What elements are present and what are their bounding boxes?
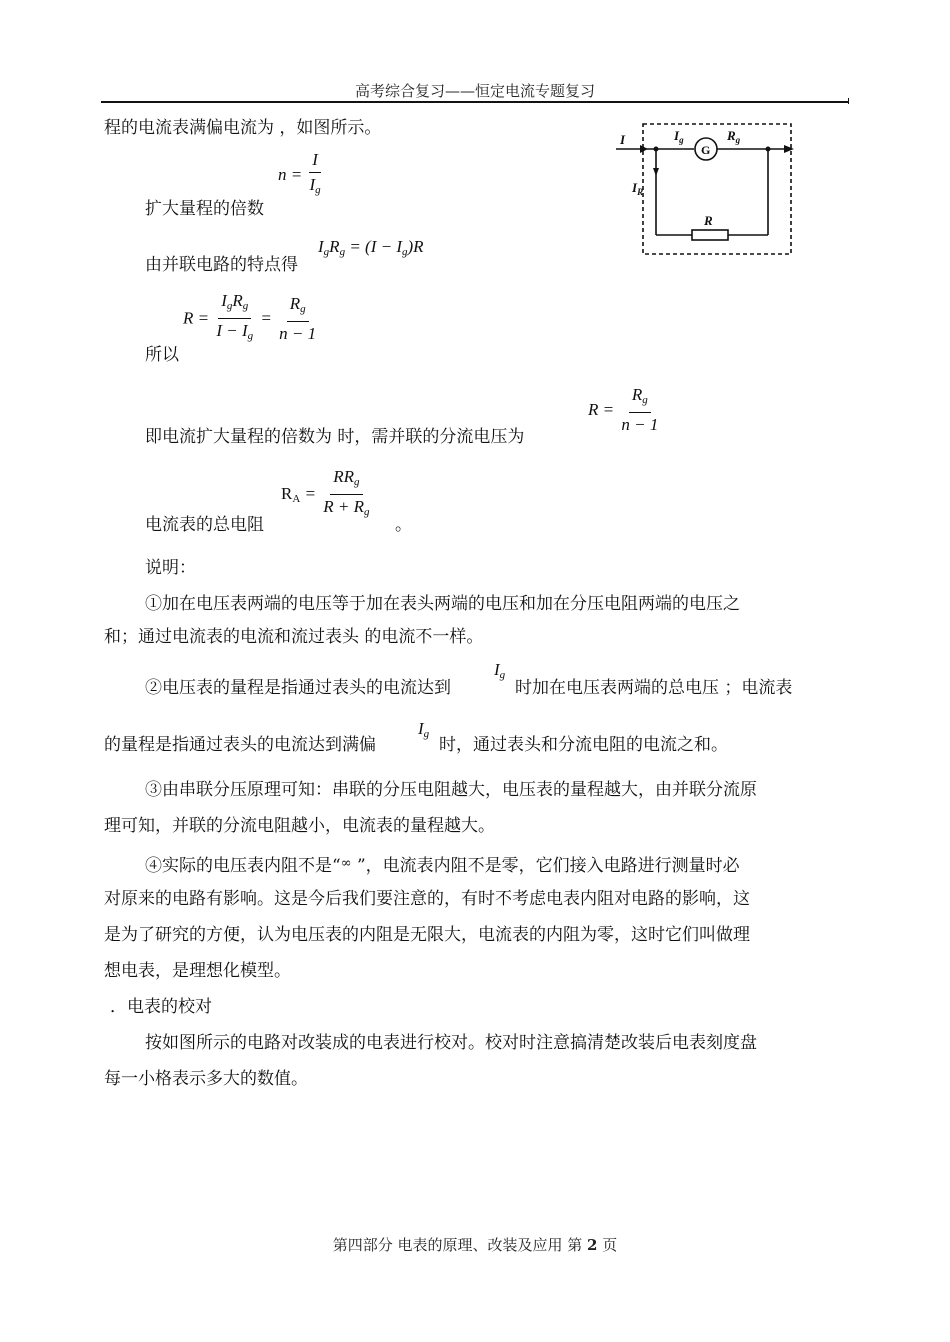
label-current-I: I — [620, 132, 626, 147]
calibration-line2: 每一小格表示多大的数值。 — [104, 1069, 308, 1089]
page-number: 2 — [587, 1236, 598, 1254]
shunt-circuit-diagram — [612, 118, 798, 260]
section-heading-calibration: ．电表的校对 — [110, 997, 212, 1017]
resistor-symbol — [692, 230, 728, 240]
arrow-output — [784, 145, 794, 153]
note4-line4: 想电表，是理想化模型。 — [104, 961, 291, 981]
page-header-title: 高考综合复习——恒定电流专题复习 — [354, 82, 595, 100]
note2-line1-a: ②电压表的量程是指通过表头的电流达到 — [145, 678, 451, 698]
infinity-symbol: ∞ — [340, 856, 352, 871]
note3-line1: ③由串联分压原理可知：串联的分压电阻越大，电压表的量程越大，由并联分流原 — [145, 780, 757, 800]
note-heading: 说明： — [145, 558, 196, 578]
svg-text:Rg: $R_g$ — [727, 128, 741, 145]
junction-right — [766, 147, 771, 152]
note4-line3: 是为了研究的方便，认为电压表的内阻是无限大，电流表的内阻为零，这时它们叫做理 — [104, 925, 750, 945]
junction-left — [654, 147, 659, 152]
formula-ig-note2b: $I_g$ — [418, 719, 430, 740]
label-current-Ig: I — [674, 128, 680, 143]
so-label: 所以 — [145, 345, 179, 365]
note4-line2: 对原来的电路有影响。这是今后我们要注意的，有时不考虑电表内阻对电路的影响，这 — [104, 889, 750, 909]
shunt-text: 即电流扩大量程的倍数为 时，需并联的分流电压为 — [145, 427, 525, 447]
header-rule — [101, 101, 849, 103]
note4-line1: ④实际的电压表内阻不是“∞ ”，电流表内阻不是零，它们接入电路进行测量时必 — [145, 856, 740, 876]
note2-line1-b: 时加在电压表两端的总电压 ；电流表 — [515, 678, 793, 698]
formula-total-resistance: $R_A$ = $\frac{RR_g}{R + R_g}$ — [281, 467, 370, 518]
galvanometer-label: G — [701, 143, 711, 157]
label-resistor-R: R — [704, 213, 713, 228]
arrow-shunt — [653, 168, 659, 176]
note2-line2-a: 的量程是指通过表头的电流达到满偏 — [104, 735, 376, 755]
svg-text:G — [701, 143, 710, 157]
arrow-input — [640, 145, 648, 153]
svg-text:R — [703, 213, 713, 228]
label-current-IR: I — [632, 180, 638, 195]
note1-line2: 和；通过电流表的电流和流过表头 的电流不一样。 — [104, 627, 484, 647]
total-resistance-label: 电流表的总电阻 — [145, 515, 264, 535]
formula-parallel: $I_gR_g = (I - I_g)R$ — [318, 237, 424, 258]
formula-shunt-resistance: R = $\frac{I_gR_g}{I - I_g}$ = $\frac{R_g}{n - 1}$ — [183, 291, 317, 343]
svg-text:Ig: $I_g$ — [674, 128, 684, 145]
header-rule-tick — [848, 98, 849, 104]
parallel-label: 由并联电路的特点得 — [145, 255, 298, 275]
calibration-line1: 按如图所示的电路对改装成的电表进行校对。校对时注意搞清楚改装后电表刻度盘 — [145, 1033, 757, 1053]
formula-multiple: n = $\frac{I}{I_g}$ — [278, 150, 321, 196]
formula-shunt-result: R = $\frac{R_g}{n - 1}$ — [588, 385, 659, 434]
total-resistance-end: 。 — [395, 515, 412, 535]
intro-line: 程的电流表满偏电流为 ，如图所示。 — [104, 118, 382, 138]
svg-text:IR: $I_R$ — [632, 180, 644, 197]
page-footer: 第四部分 电表的原理、改装及应用 第 2 页 — [332, 1236, 618, 1254]
note1-line1: ①加在电压表两端的电压等于加在表头两端的电压和加在分压电阻两端的电压之 — [145, 594, 740, 614]
formula-ig-note2a: $I_g$ — [494, 660, 506, 681]
note2-line2-b: 时，通过表头和分流电阻的电流之和。 — [439, 735, 728, 755]
svg-text:I — [619, 132, 626, 147]
label-resistance-Rg: R — [727, 128, 736, 143]
note3-line2: 理可知，并联的分流电阻越小，电流表的量程越大。 — [104, 816, 495, 836]
multiple-label: 扩大量程的倍数 — [145, 199, 264, 219]
